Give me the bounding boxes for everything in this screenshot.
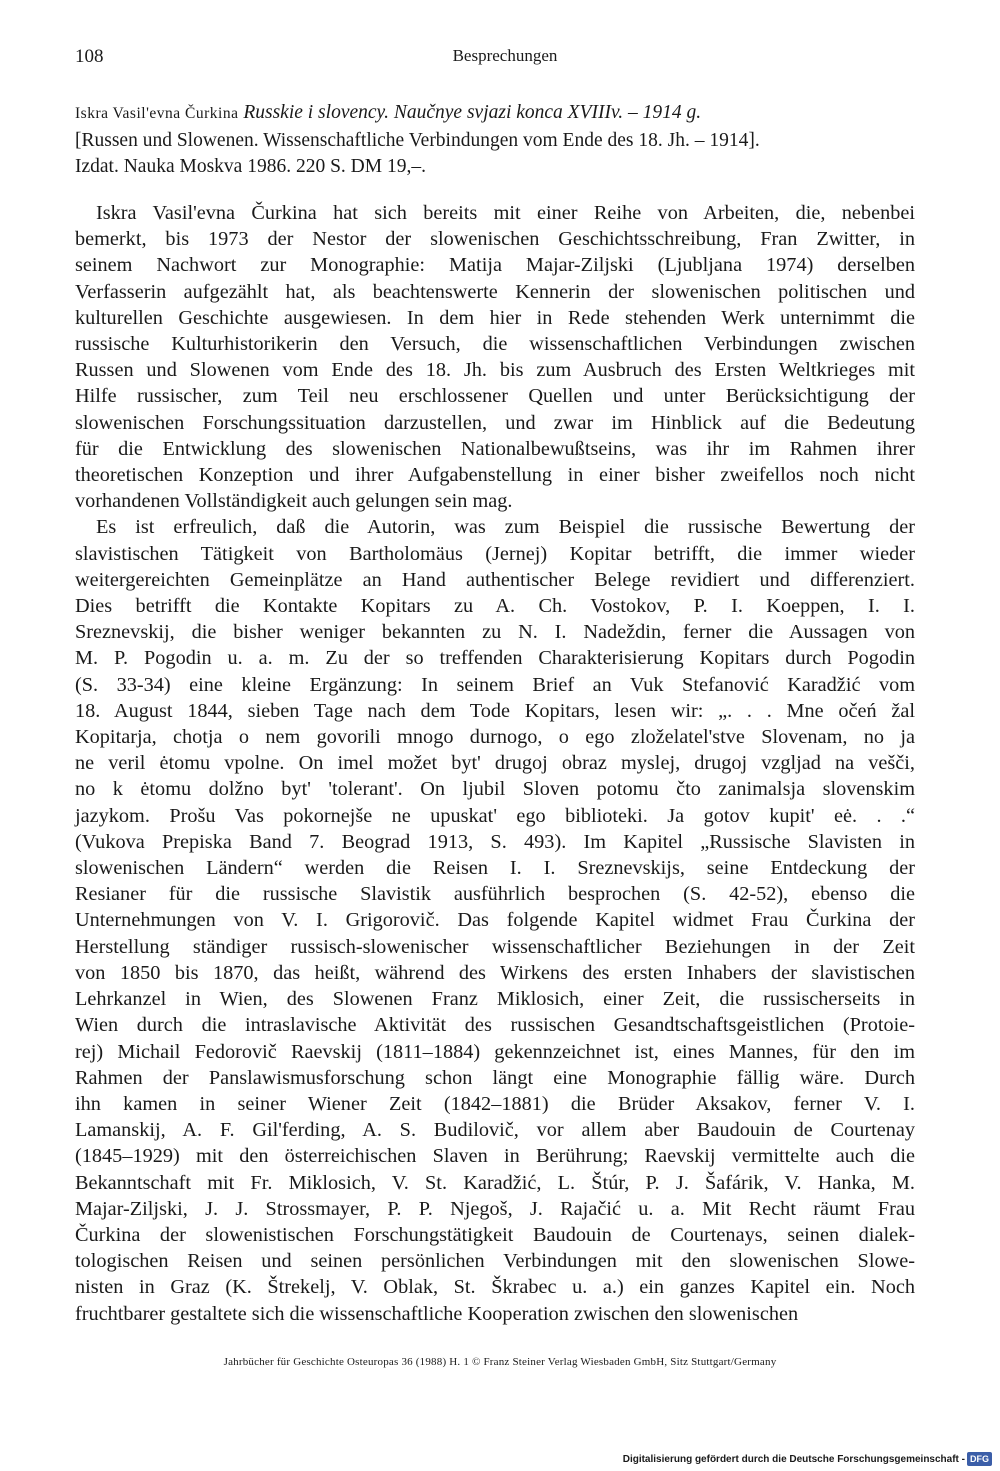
text-line: (S. 33-34) eine kleine Ergänzung: In seinem Brief an Vuk Stefanović Karadžić vom <box>75 673 915 696</box>
citation-block <box>75 100 920 181</box>
text-line: von 1850 bis 1870, das heißt, während des Wirkens des ersten Inhabers der slavistischen <box>75 961 915 984</box>
text-line: jazykom. Prošu Vas pokornejše ne upuskat' ego biblioteki. Ja gotov kupit' eė. . .“ <box>75 804 915 827</box>
text-line: seinem Nachwort zur Monographie: Matija Majar-Ziljski (Ljubljana 1974) derselben <box>75 254 915 277</box>
text-line: Wien durch die intraslavische Aktivität des russischen Gesandtschaftsgeistlichen (Protoie- <box>75 1014 915 1037</box>
text-line: vorhandenen Vollständigkeit auch gelungen sein mag. <box>75 490 513 513</box>
paragraph <box>75 200 915 514</box>
text-line: nisten in Graz (K. Štrekelj, V. Oblak, St. Škrabec u. a.) ein ganzes Kapitel ein. Noch <box>75 1276 915 1299</box>
text-line: (Vukova Prepiska Band 7. Beograd 1913, S. 493). Im Kapitel „Russische Slavisten in <box>75 830 915 853</box>
text-line: Es ist erfreulich, daß die Autorin, was zum Beispiel die russische Bewertung der <box>96 516 915 539</box>
text-line: Hilfe russischer, zum Teil neu erschlossener Quellen und unter Berücksichtigung der <box>75 385 915 408</box>
text-line: Russen und Slowenen vom Ende des 18. Jh. bis zum Ausbruch des Ersten Weltkrieges mit <box>75 359 915 382</box>
citation-title: Russkie i slovency. Naučnye svjazi konca XVIIIv. – 1914 g. <box>243 102 702 123</box>
digitization-text: Digitalisierung gefördert durch die Deutsche Forschungsgemeinschaft - <box>622 1453 965 1465</box>
text-line: Unternehmungen von V. I. Grigorovič. Das folgende Kapitel widmet Frau Čurkina der <box>75 909 915 932</box>
header-title: Besprechungen <box>452 46 558 65</box>
review-body <box>75 200 915 1327</box>
text-line: weitergereichten Gemeinplätze an Hand authentischer Belege revidiert und differenziert. <box>75 568 915 591</box>
text-line: Dies betrifft die Kontakte Kopitars zu A. Ch. Vostokov, P. I. Koeppen, I. I. <box>75 595 915 618</box>
running-head <box>75 46 935 74</box>
text-line: 18. August 1844, sieben Tage nach dem Tode Kopitars, lesen wir: „. . . Mne očeń žal <box>75 699 915 722</box>
text-line: no k ėtomu dolžno byt' 'tolerant'. On ljubil Sloven potomu čto zanimalsja slovenskim <box>75 778 915 801</box>
text-line: Lamanskij, A. F. Gil'ferding, A. S. Budilovič, vor allem aber Baudouin de Courtenay <box>75 1119 915 1142</box>
text-line: tologischen Reisen und seinen persönlichen Verbindungen mit den slowenischen Slowe- <box>75 1250 915 1273</box>
text-line: Sreznevskij, die bisher weniger bekannten zu N. I. Nadeždin, ferner die Aussagen von <box>75 621 915 644</box>
text-line: Herstellung ständiger russisch-slowenischer wissenschaftlicher Beziehungen in der Zeit <box>75 935 915 958</box>
text-line: fruchtbarer gestaltete sich die wissenschaftliche Kooperation zwischen den slowenischen <box>75 1302 799 1325</box>
citation-author: Iskra Vasil'evna Čurkina <box>75 105 239 122</box>
paragraph <box>75 514 915 1326</box>
text-line: Resianer für die russische Slavistik ausführlich besprochen (S. 42-52), ebenso die <box>75 883 915 906</box>
text-line: bemerkt, bis 1973 der Nestor der slowenischen Geschichtsschreibung, Fran Zwitter, in <box>75 228 915 251</box>
dfg-logo-icon: DFG <box>967 1452 992 1466</box>
journal-footer: Jahrbücher für Geschichte Osteuropas 36 (1988) H. 1 © Franz Steiner Verlag Wiesbaden GmbH, Sitz Stuttgart/Germany <box>223 1356 777 1368</box>
digitization-notice <box>623 1451 992 1467</box>
citation-line-2: [Russen und Slowenen. Wissenschaftliche Verbindungen vom Ende des 18. Jh. – 1914]. <box>75 129 760 151</box>
text-line: Bekanntschaft mit Fr. Miklosich, V. St. Karadžić, L. Štúr, P. J. Šafárik, V. Hanka, M. <box>75 1171 915 1194</box>
page-number: 108 <box>75 46 104 67</box>
text-line: für die Entwicklung des slowenischen Nationalbewußtseins, was ihr im Rahmen ihrer <box>75 437 915 460</box>
text-line: ihn kamen in seiner Wiener Zeit (1842–1881) die Brüder Aksakov, ferner V. I. <box>75 1092 915 1115</box>
text-line: M. P. Pogodin u. a. m. Zu der so treffenden Charakterisierung Kopitars durch Pogodin <box>75 647 915 670</box>
text-line: slowenischen Forschungssituation darzustellen, und zwar im Hinblick auf die Bedeutung <box>75 411 915 434</box>
paragraphs <box>75 200 915 1327</box>
text-line: rej) Michail Fedorovič Raevskij (1811–1884) gekennzeichnet ist, eines Mannes, für den im <box>75 1040 915 1063</box>
text-line: Čurkina der slowenistischen Forschungstätigkeit Baudouin de Courtenays, seinen dialek- <box>75 1223 915 1246</box>
citation-line-3: Izdat. Nauka Moskva 1986. 220 S. DM 19,–. <box>75 156 426 177</box>
text-line: slowenischen Ländern“ werden die Reisen I. I. Sreznevskijs, seine Entdeckung der <box>75 857 915 880</box>
text-line: kulturellen Geschichte ausgewiesen. In dem hier in Rede stehenden Werk unternimmt die <box>75 306 915 329</box>
text-line: ne veril ėtomu vpolne. On imel možet byt' drugoj obraz myslej, drugoj vzgljad na vešči, <box>75 752 915 775</box>
text-line: Verfasserin aufgezählt hat, als beachtenswerte Kennerin der slowenischen politischen und <box>75 280 915 303</box>
citation-line-1 <box>75 100 920 128</box>
text-line: theoretischen Konzeption und ihrer Aufgabenstellung in einer bisher zweifellos noch nicht <box>75 464 915 487</box>
text-line: slavistischen Tätigkeit von Bartholomäus (Jernej) Kopitar betrifft, die immer wieder <box>75 542 915 565</box>
text-line: Kopitarja, chotja o nem govorili mnogo durnogo, o ego zloželatel'stve Slovenam, no ja <box>75 726 915 749</box>
text-line: Lehrkanzel in Wien, des Slowenen Franz Miklosich, einer Zeit, die russischerseits in <box>75 988 915 1011</box>
text-line: Iskra Vasil'evna Čurkina hat sich bereits mit einer Reihe von Arbeiten, die, nebenbei <box>96 202 915 224</box>
text-line: (1845–1929) mit den österreichischen Slaven in Berührung; Raevskij vermittelte auch die <box>75 1145 915 1168</box>
text-line: russische Kulturhistorikerin den Versuch, die wissenschaftlichen Verbindungen zwischen <box>75 333 915 356</box>
text-line: Majar-Ziljski, J. J. Strossmayer, P. P. Njegoš, J. Rajačić u. a. Mit Recht räumt Frau <box>75 1197 915 1220</box>
text-line: Rahmen der Panslawismusforschung schon längt eine Monographie fällig wäre. Durch <box>75 1066 915 1089</box>
